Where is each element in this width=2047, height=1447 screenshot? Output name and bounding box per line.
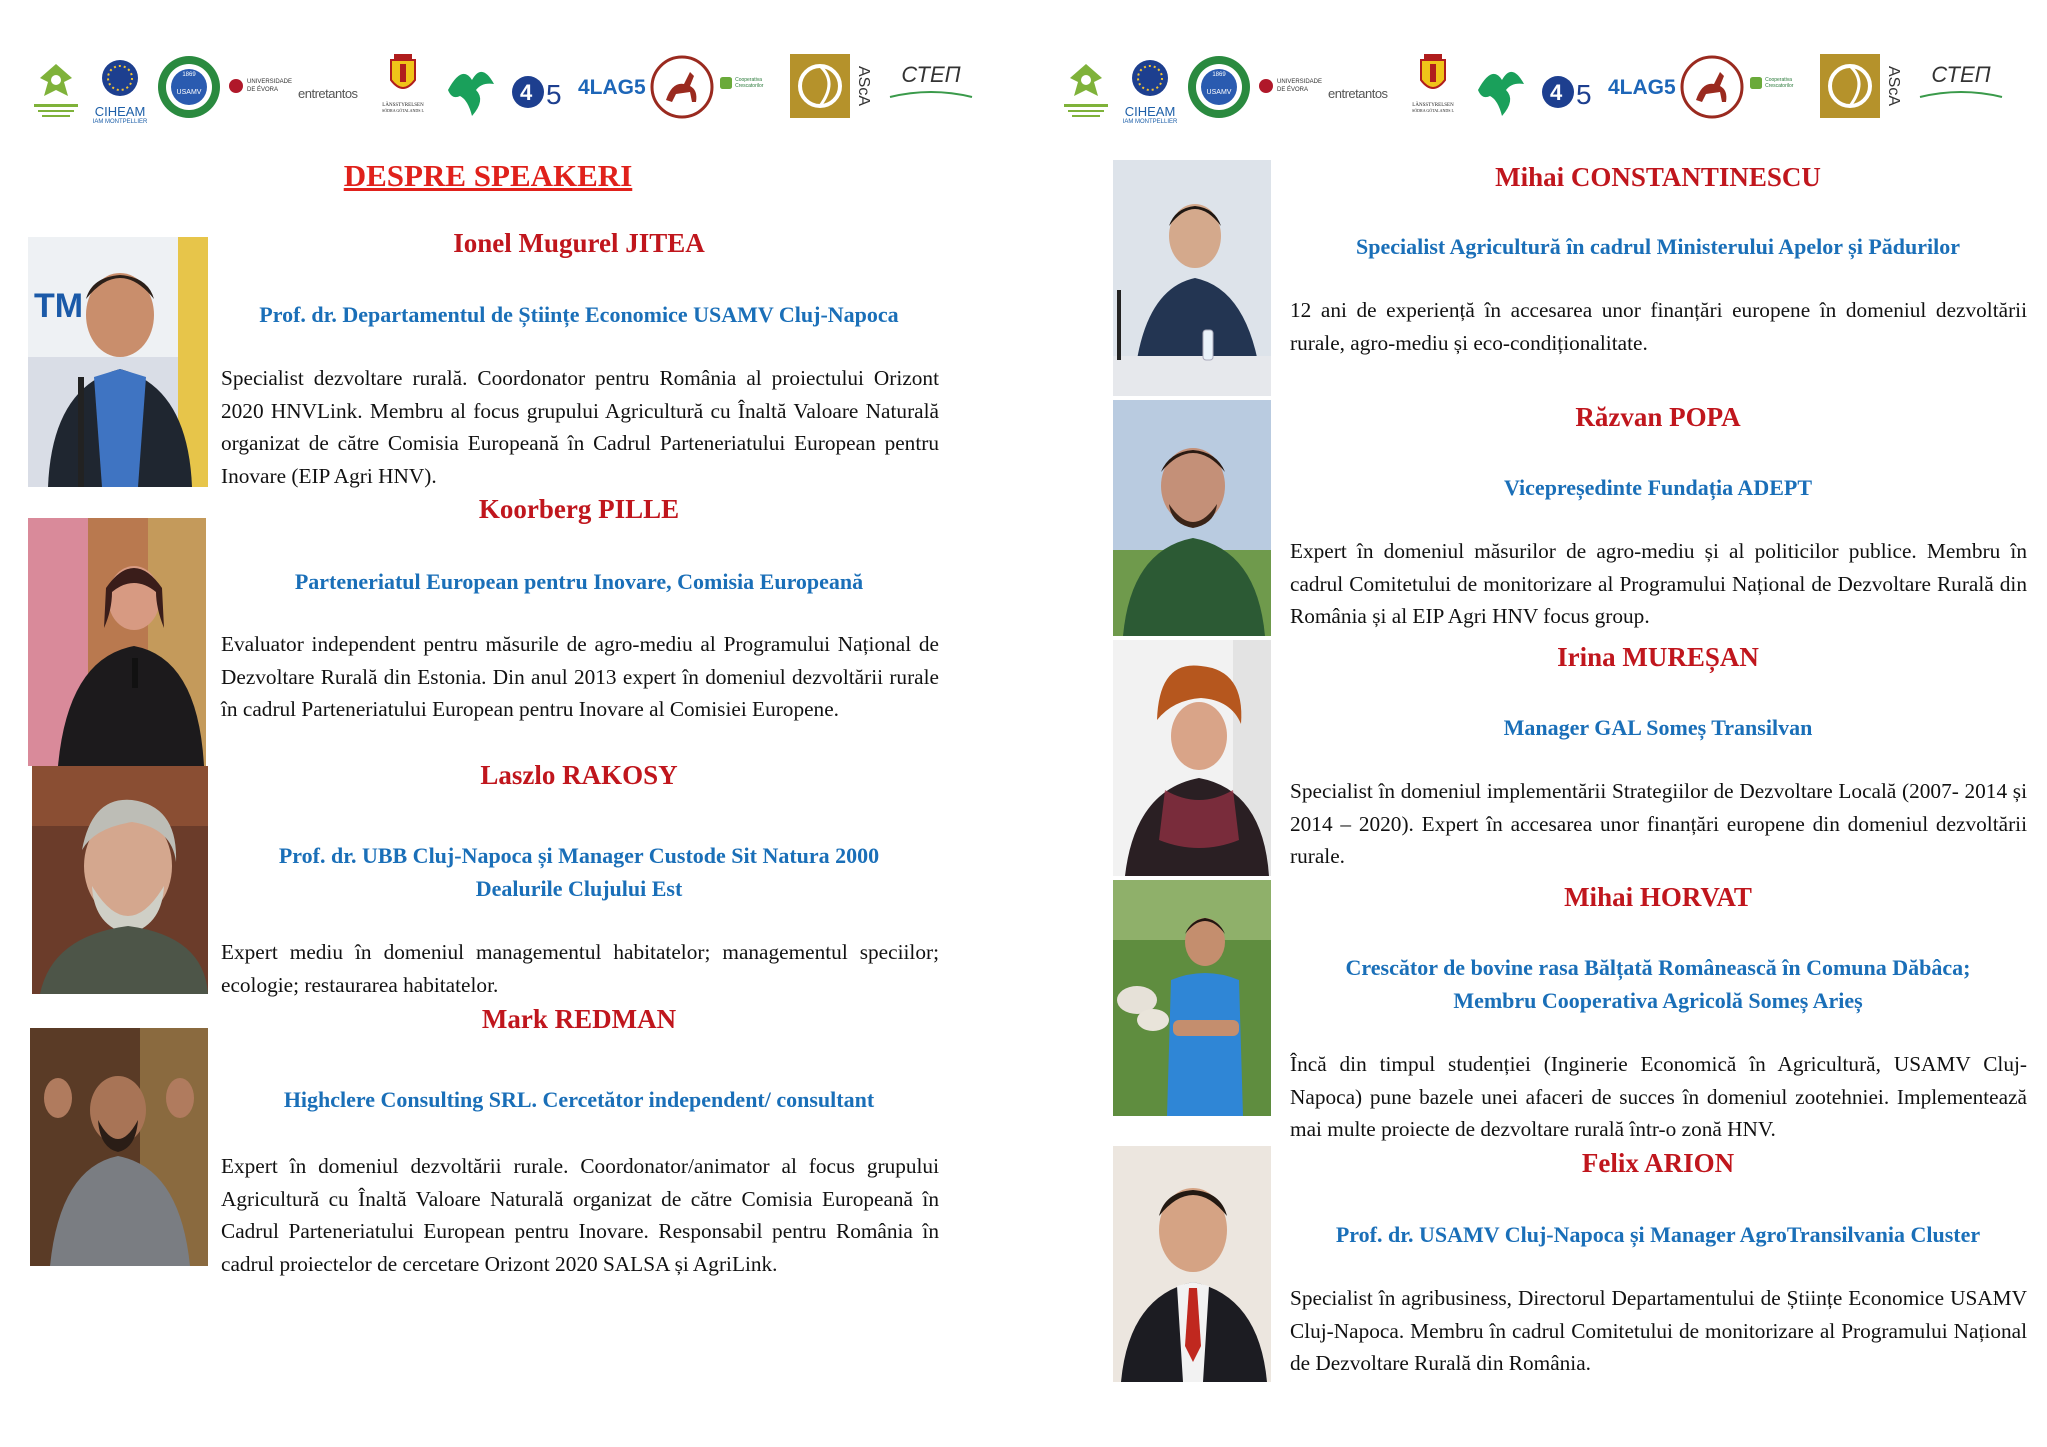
it-sligo-logo: 4LAG5 (578, 76, 646, 99)
speaker-name: Răzvan POPA (1575, 402, 1741, 432)
speaker-name: Felix ARION (1581, 1148, 1735, 1178)
speaker-photo-muresan (1113, 640, 1271, 876)
asca-logo: AScA (790, 54, 872, 118)
green-bird-logo (1472, 60, 1530, 120)
svg-text:4: 4 (1550, 80, 1563, 105)
speaker-role: Crescător de bovine rasa Bălțată Românească în Comuna Dăbâca; (1345, 955, 1971, 980)
svg-text:USAMV: USAMV (176, 89, 202, 96)
speaker-photo-popa (1113, 400, 1271, 636)
universidade-evora-logo: UNIVERSIDADE DE ÉVORA (228, 78, 296, 94)
speaker-photo-horvat (1113, 880, 1271, 1116)
speaker-photo-rakosy (32, 766, 208, 994)
speaker-photo-pille (28, 518, 206, 766)
speaker-bio: Expert mediu în domeniul managementul habitatelor; managementul speciilor; ecologie; restaurarea habitatelor. (221, 940, 939, 997)
logo-strip-left (30, 58, 960, 134)
svg-text:1869: 1869 (182, 72, 196, 78)
usamv-logo (1186, 54, 1252, 125)
cooperativa-logo: Cooperativa Crescatorilor (1750, 76, 1814, 90)
speaker-name: Mihai CONSTANTINESCU (1495, 162, 1821, 192)
speaker-name: Mark REDMAN (481, 1004, 677, 1034)
speaker-name: Laszlo RAKOSY (480, 760, 678, 790)
speaker-name: Irina MUREȘAN (1557, 642, 1759, 672)
asca-logo: AScA (1820, 54, 1902, 118)
lansstyrelsen-logo: LÄNSSTYRELSEN SÖDRA GÖTALANDS L (370, 54, 436, 113)
horse-rider-logo (1680, 54, 1744, 120)
svg-text:1869: 1869 (1212, 72, 1226, 78)
speaker-bio: Încă din timpul studenției (Inginerie Economică în Agricultură, USAMV Cluj-Napoca) pune bazele unei afaceri de succes în domeniul zootehniei. Implementează mai multe proiecte de dezvoltare rurală într-o zonă HNV. (1290, 1052, 2027, 1141)
european-forum-logo (1060, 58, 1112, 122)
entretantos-logo: entretantos (298, 86, 358, 101)
speaker-role-continued: Dealurile Clujului Est (475, 876, 683, 901)
speaker-bio: Expert în domeniul dezvoltării rurale. Coordonator/animator al focus grupului Agricultură cu Înaltă Valoare Naturală organizat de către Comisia Europeană în Cadrul Parteneriatului European pentru Inovare. Responsabil pentru România în cadrul proiectelor de cercetare Orizont 2020 SALSA și AgriLink. (221, 1154, 939, 1276)
4lag5-logo (510, 66, 572, 121)
speaker-name: Koorberg PILLE (478, 494, 680, 524)
lansstyrelsen-logo: LÄNSSTYRELSEN SÖDRA GÖTALANDS L (1400, 54, 1466, 113)
speaker-bio: Specialist în domeniul implementării Strategiilor de Dezvoltare Locală (2007- 2014 și 2014 – 2020). Expert în accesarea unor finanțări europene din domeniul dezvoltării rurale. (1290, 779, 2027, 868)
speaker-bio: Evaluator independent pentru măsurile de agro-mediu al Programului Național de Dezvoltare Rurală din Estonia. Din anul 2013 expert în domeniul dezvoltării rurale în cadrul Parteneriatului European pentru Inovare al Comisiei Europene. (221, 632, 939, 721)
logo-strip-right (1060, 58, 1990, 134)
speaker-bio: Specialist dezvoltare rurală. Coordonator pentru România al proiectului Orizont 2020 HNVLink. Membru al focus grupului Agricultură cu Înaltă Valoare Naturală organizat de către Comisia Europeană în Cadrul Parteneriatului European pentru Inovare (EIP Agri HNV). (221, 366, 939, 488)
svg-text:TM: TM (34, 287, 84, 325)
it-sligo-logo: 4LAG5 (1608, 76, 1676, 99)
speaker-name: Mihai HORVAT (1564, 882, 1752, 912)
step-logo: СТЕП (1916, 62, 2006, 106)
4lag5-logo (1540, 66, 1602, 121)
green-bird-logo (442, 60, 500, 120)
speaker-bio: 12 ani de experiență în accesarea unor finanțări europene în domeniul dezvoltării rurale, agro-mediu și eco-condiționalitate. (1290, 298, 2027, 355)
speaker-role: Parteneriatul European pentru Inovare, Comisia Europeană (294, 569, 864, 594)
horse-rider-logo (650, 54, 714, 120)
speaker-role: Vicepreședinte Fundația ADEPT (1503, 475, 1812, 500)
usamv-logo (156, 54, 222, 125)
universidade-evora-logo: UNIVERSIDADE DE ÉVORA (1258, 78, 1326, 94)
speaker-photo-constantinescu (1113, 160, 1271, 396)
speaker-role: Manager GAL Someș Transilvan (1503, 715, 1813, 740)
speaker-photo-redman (30, 1028, 208, 1266)
speaker-name: Ionel Mugurel JITEA (453, 228, 705, 258)
speaker-role-continued: Membru Cooperativa Agricolă Someș Arieș (1453, 988, 1863, 1013)
ciheam-logo: CIHEAM IAM MONTPELLIER (1120, 58, 1180, 128)
svg-text:4: 4 (520, 80, 533, 105)
step-logo: СТЕП (886, 62, 976, 106)
speaker-role: Prof. dr. UBB Cluj-Napoca și Manager Custode Sit Natura 2000 (278, 843, 880, 868)
svg-text:USAMV: USAMV (1206, 89, 1232, 96)
page-title: DESPRE SPEAKERI (343, 158, 633, 193)
speaker-role: Prof. dr. Departamentul de Științe Economice USAMV Cluj-Napoca (259, 302, 899, 327)
speaker-bio: Specialist în agribusiness, Directorul Departamentului de Științe Economice USAMV Cluj-Napoca. Membru în cadrul Comitetului de monitorizare al Programului Național de Dezvoltare Rurală din România. (1290, 1286, 2027, 1375)
speaker-photo-arion (1113, 1146, 1271, 1382)
cooperativa-logo: Cooperativa Crescatorilor (720, 76, 784, 90)
speaker-role: Specialist Agricultură în cadrul Ministerului Apelor și Pădurilor (1355, 234, 1960, 259)
speaker-bio: Expert în domeniul măsurilor de agro-mediu și al politicilor publice. Membru în cadrul Comitetului de monitorizare al Programului Național de Dezvoltare Rurală din România și al EIP Agri HNV focus group. (1290, 539, 2027, 628)
european-forum-logo (30, 58, 82, 122)
speaker-photo-jitea (28, 237, 208, 487)
speaker-role: Highclere Consulting SRL. Cercetător independent/ consultant (283, 1087, 875, 1112)
speaker-role: Prof. dr. USAMV Cluj-Napoca și Manager AgroTransilvania Cluster (1335, 1222, 1981, 1247)
svg-text:5: 5 (1576, 79, 1592, 110)
entretantos-logo: entretantos (1328, 86, 1388, 101)
svg-text:5: 5 (546, 79, 562, 110)
ciheam-logo: CIHEAM IAM MONTPELLIER (90, 58, 150, 128)
